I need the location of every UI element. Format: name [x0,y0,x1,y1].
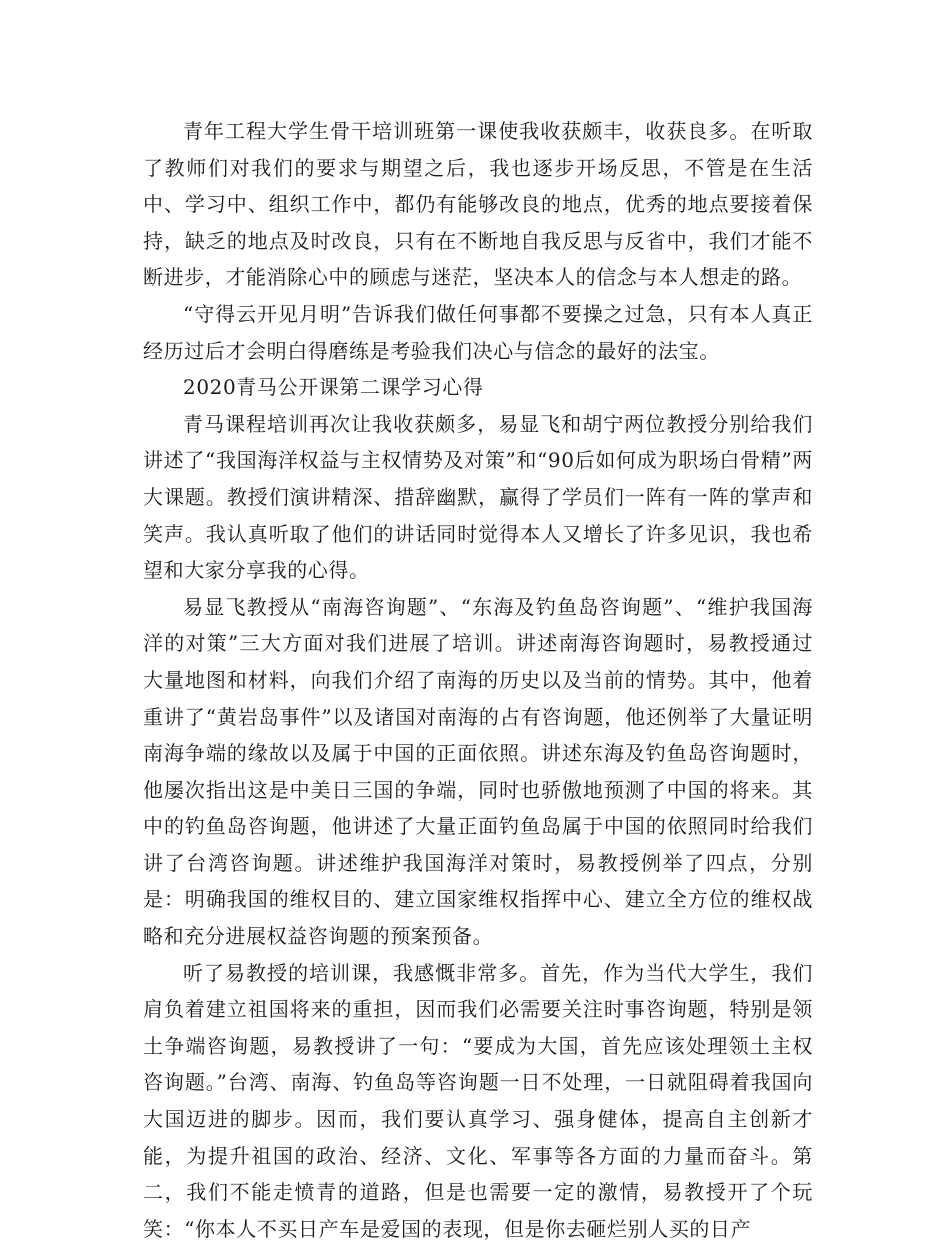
paragraph-4: 易显飞教授从“南海咨询题”、“东海及钓鱼岛咨询题”、“维护我国海洋的对策”三大方面对我们进展了培训。讲述南海咨询题时，易教授通过大量地图和材料，向我们介绍了南海的历史以及当前的情势。其中，他着重讲了“黄岩岛事件”以及诸国对南海的占有咨询题，他还例举了大量证明南海争端的缘故以及属于中国的正面依照。讲述东海及钓鱼岛咨询题时，他屡次指出这是中美日三国的争端，同时也骄傲地预测了中国的将来。其中的钓鱼岛咨询题，他讲述了大量正面钓鱼岛属于中国的依照同时给我们讲了台湾咨询题。讲述维护我国海洋对策时，易教授例举了四点，分别是：明确我国的维权目的、建立国家维权指挥中心、建立全方位的维权战略和充分进展权益咨询题的预案预备。 [143,594,813,949]
paragraph-3: 青马课程培训再次让我收获颇多，易显飞和胡宁两位教授分别给我们讲述了“我国海洋权益与主权情势及对策”和“90后如何成为职场白骨精”两大课题。教授们演讲精深、措辞幽默，赢得了学员们一阵有一阵的掌声和笑声。我认真听取了他们的讲话同时觉得本人又增长了许多见识，我也希望和大家分享我的心得。 [143,411,813,583]
paragraph-5: 听了易教授的培训课，我感慨非常多。首先，作为当代大学生，我们肩负着建立祖国将来的重担，因而我们必需要关注时事咨询题，特别是领土争端咨询题，易教授讲了一句：“要成为大国，首先应该处理领土主权咨询题。”台湾、南海、钓鱼岛等咨询题一日不处理，一日就阻碍着我国向大国迈进的脚步。因而，我们要认真学习、强身健体，提高自主创新才能，为提升祖国的政治、经济、文化、军事等各方面的力量而奋斗。第二，我们不能走愤青的道路，但是也需要一定的激情，易教授开了个玩笑：“你本人不买日产车是爱国的表现，但是你去砸烂别人买的日产 [143,960,813,1241]
paragraph-2: “守得云开见月明”告诉我们做任何事都不要操之过急，只有本人真正经历过后才会明白得磨练是考验我们决心与信念的最好的法宝。 [143,301,813,363]
document-body [143,113,813,1247]
section-heading: 2020青马公开课第二课学习心得 [183,375,484,400]
paragraph-1: 青年工程大学生骨干培训班第一课使我收获颇丰，收获良多。在听取了教师们对我们的要求与期望之后，我也逐步开场反思，不管是在生活中、学习中、组织工作中，都仍有能够改良的地点，优秀的地点要接着保持，缺乏的地点及时改良，只有在不断地自我反思与反省中，我们才能不断进步，才能消除心中的顾虑与迷茫，坚决本人的信念与本人想走的路。 [143,119,813,290]
